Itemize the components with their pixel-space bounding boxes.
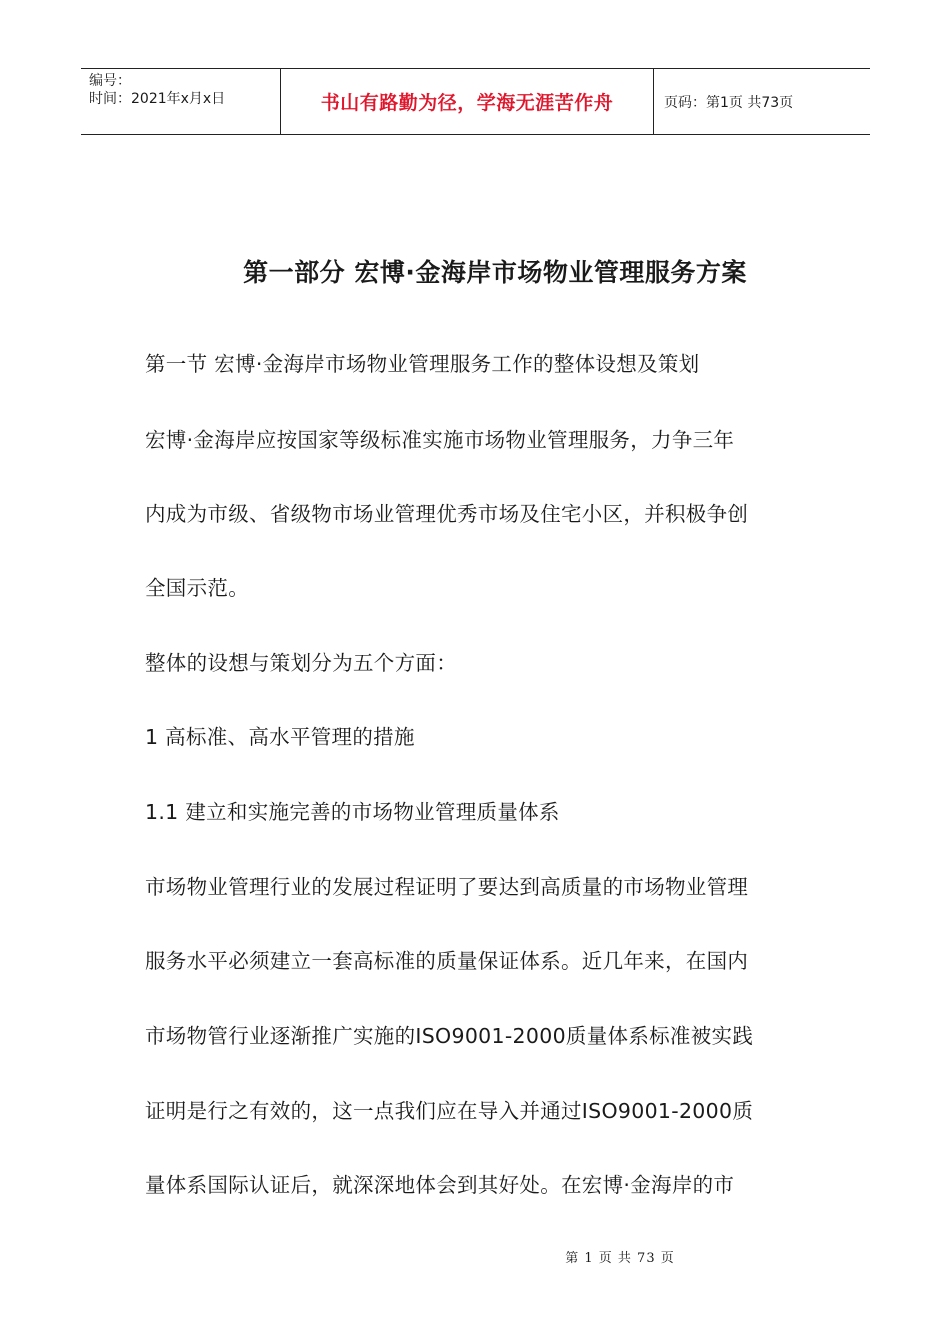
paragraph-line: 服务水平必须建立一套高标准的质量保证体系。近几年来，在国内 (145, 949, 749, 973)
document-time: 时间：2021年x月x日 (89, 91, 226, 107)
paragraph-line: 市场物管行业逐渐推广实施的ISO9001-2000质量体系标准被实践 (145, 1024, 754, 1048)
page-footer: 第 1 页 共 73 页 (565, 1251, 675, 1266)
page-header (81, 68, 870, 135)
document-title: 第一部分 宏博·金海岸市场物业管理服务方案 (243, 258, 747, 287)
section-heading: 第一节 宏博·金海岸市场物业管理服务工作的整体设想及策划 (145, 352, 700, 376)
paragraph-line: 全国示范。 (145, 576, 249, 600)
paragraph-line: 量体系国际认证后，就深深地体会到其好处。在宏博·金海岸的市 (145, 1173, 735, 1197)
header-meta (81, 69, 281, 134)
header-page-info: 页码：第1页 共73页 (664, 94, 794, 111)
subheading: 1.1 建立和实施完善的市场物业管理质量体系 (145, 800, 560, 824)
paragraph-line: 证明是行之有效的，这一点我们应在导入并通过ISO9001-2000质 (145, 1099, 754, 1123)
paragraph-line: 内成为市级、省级物市场业管理优秀市场及住宅小区，并积极争创 (145, 502, 749, 526)
paragraph-line: 整体的设想与策划分为五个方面： (145, 651, 457, 675)
header-motto: 书山有路勤为径，学海无涯苦作舟 (281, 69, 654, 134)
paragraph-line: 宏博·金海岸应按国家等级标准实施市场物业管理服务，力争三年 (145, 428, 735, 452)
subheading: 1 高标准、高水平管理的措施 (145, 725, 415, 749)
document-number-label: 编号： (89, 73, 131, 89)
paragraph-line: 市场物业管理行业的发展过程证明了要达到高质量的市场物业管理 (145, 875, 749, 899)
